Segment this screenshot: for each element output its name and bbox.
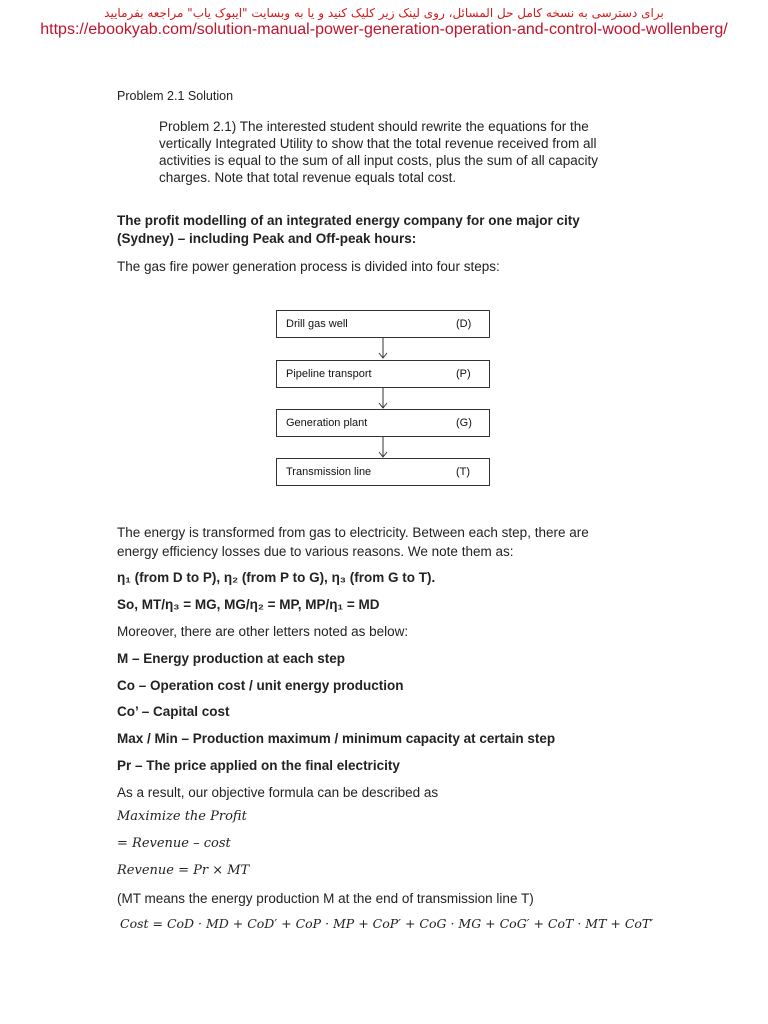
cost-formula: Cost = CoD · MD + CoD′ + CoP · MP + CoP′ + CoG · MG + CoG′ + CoT · MT + CoT′ bbox=[120, 916, 654, 931]
mt-note: (MT means the energy production M at the end of transmission line T) bbox=[117, 891, 534, 906]
formula-profit: = Revenue – cost bbox=[117, 836, 231, 851]
definition-co-prime: Co’ – Capital cost bbox=[117, 704, 230, 719]
step-box-drill bbox=[276, 310, 490, 338]
section-title-line: (Sydney) – including Peak and Off-peak hours: bbox=[117, 231, 417, 246]
step-label: Drill gas well bbox=[286, 318, 348, 330]
step-label: Transmission line bbox=[286, 466, 372, 478]
step-code: (P) bbox=[456, 368, 471, 380]
banner-persian-text: برای دسترسی به نسخه کامل حل المسائل، روی لینک زیر کلیک کنید و یا به وبسایت "ایبوک یاب" مراجعه بفرمایید bbox=[104, 6, 664, 20]
intro-line: Problem 2.1) The interested student should rewrite the equations for the bbox=[159, 119, 589, 134]
step-code: (T) bbox=[456, 466, 471, 478]
step-box-generation bbox=[276, 409, 490, 437]
moreover-text: Moreover, there are other letters noted as below: bbox=[117, 624, 409, 639]
so-equation: So, MT/η₃ = MG, MG/η₂ = MP, MP/η₁ = MD bbox=[117, 597, 380, 612]
intro-paragraph bbox=[159, 118, 598, 186]
definition-max-min: Max / Min – Production maximum / minimum capacity at certain step bbox=[117, 731, 556, 746]
process-flow-diagram bbox=[276, 310, 490, 486]
step-label: Generation plant bbox=[286, 417, 368, 429]
step-box-transmission bbox=[276, 458, 490, 486]
definition-m: M – Energy production at each step bbox=[117, 651, 346, 666]
step-label: Pipeline transport bbox=[286, 368, 372, 380]
energy-line: energy efficiency losses due to various reasons. We note them as: bbox=[117, 544, 514, 559]
step-code: (G) bbox=[456, 417, 472, 429]
page-title: Problem 2.1 Solution bbox=[117, 89, 234, 103]
definition-co: Co – Operation cost / unit energy production bbox=[117, 678, 404, 693]
process-intro: The gas fire power generation process is divided into four steps: bbox=[117, 259, 500, 274]
definition-pr: Pr – The price applied on the final electricity bbox=[117, 758, 400, 773]
step-box-pipeline bbox=[276, 360, 490, 388]
section-title bbox=[117, 212, 580, 248]
objective-intro: As a result, our objective formula can be described as bbox=[117, 785, 439, 800]
efficiency-line: η₁ (from D to P), η₂ (from P to G), η₃ (from G to T). bbox=[117, 570, 436, 585]
section-title-line: The profit modelling of an integrated energy company for one major city bbox=[117, 213, 580, 228]
energy-line: The energy is transformed from gas to electricity. Between each step, there are bbox=[117, 525, 589, 540]
intro-line: activities is equal to the sum of all input costs, plus the sum of all capacity bbox=[159, 153, 598, 168]
energy-paragraph bbox=[117, 523, 589, 561]
intro-line: vertically Integrated Utility to show that the total revenue received from all bbox=[159, 136, 597, 151]
formula-revenue: Revenue = Pr × MT bbox=[117, 863, 250, 878]
ebookyab-link[interactable]: https://ebookyab.com/solution-manual-power-generation-operation-and-control-wood-wollenberg/ bbox=[40, 21, 728, 38]
step-code: (D) bbox=[456, 318, 472, 330]
intro-line: charges. Note that total revenue equals total cost. bbox=[159, 170, 457, 185]
formula-maximize: Maximize the Profit bbox=[117, 809, 247, 824]
